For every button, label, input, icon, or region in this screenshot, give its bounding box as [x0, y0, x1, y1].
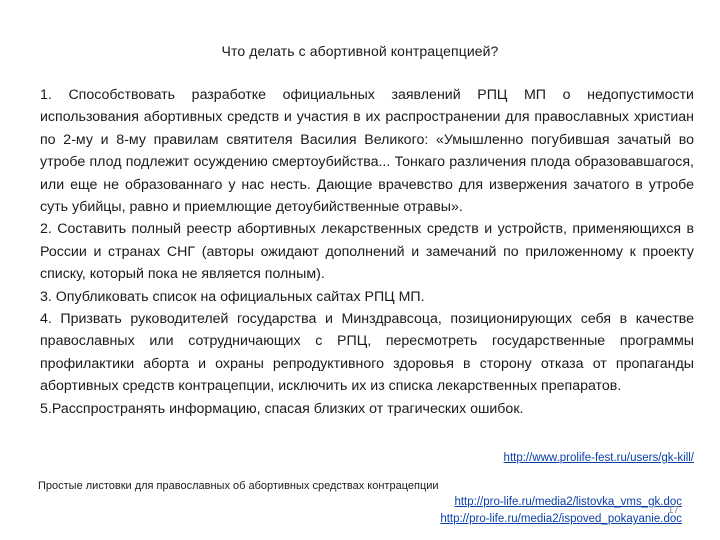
page-number: 17 [667, 505, 679, 516]
footer-link-ispoved[interactable]: http://pro-life.ru/media2/ispoved_pokayanie.doc [440, 513, 682, 525]
source-link[interactable]: http://www.prolife-fest.ru/users/gk-kill/ [503, 452, 694, 464]
footer-note: Простые листовки для православных об абортивных средствах контрацепции [38, 480, 439, 492]
slide-title: Что делать с абортивной контрацепцией? [221, 43, 499, 59]
list-item: 1. Способствовать разработке официальных заявлений РПЦ МП о недопустимости использования абортивных средств и участия в их распространении для православных христиан по 2-му и 8-му правилам святителя Василия Великого: «Умышленно погубившая зачатый во утробе плод подлежит осуждению смертоубийства... Тонкаго различения плода образовавшагося, или еще не образованнаго у нас несть. Дающие врачевство для извержения зачатого в утробе суть убийцы, равно и приемлющие детоубийственные отравы». [40, 87, 694, 216]
list-item: 4. Призвать руководителей государства и Минздравсоца, позиционирующих себя в качестве православных или сотрудничающих с РПЦ, пересмотреть государственные программы профилактики аборта и охраны репродуктивного здоровья в сторону отказа от пропаганды абортивных средств контрацепции, исключить их из списка лекарственных препаратов. [40, 311, 694, 395]
list-item: 5.Расспространять информацию, спасая близких от трагических ошибок. [40, 400, 524, 417]
slide-body [40, 84, 694, 420]
footer-link-listovka[interactable]: http://pro-life.ru/media2/listovka_vms_gk.doc [454, 496, 682, 508]
list-item: 3. Опубликовать список на официальных сайтах РПЦ МП. [40, 288, 425, 305]
list-item: 2. Составить полный реестр абортивных лекарственных средств и устройств, применяющихся в России и странах СНГ (авторы ожидают дополнений и замечаний по приложенному к проекту списку, который пока не является полным). [40, 221, 694, 283]
